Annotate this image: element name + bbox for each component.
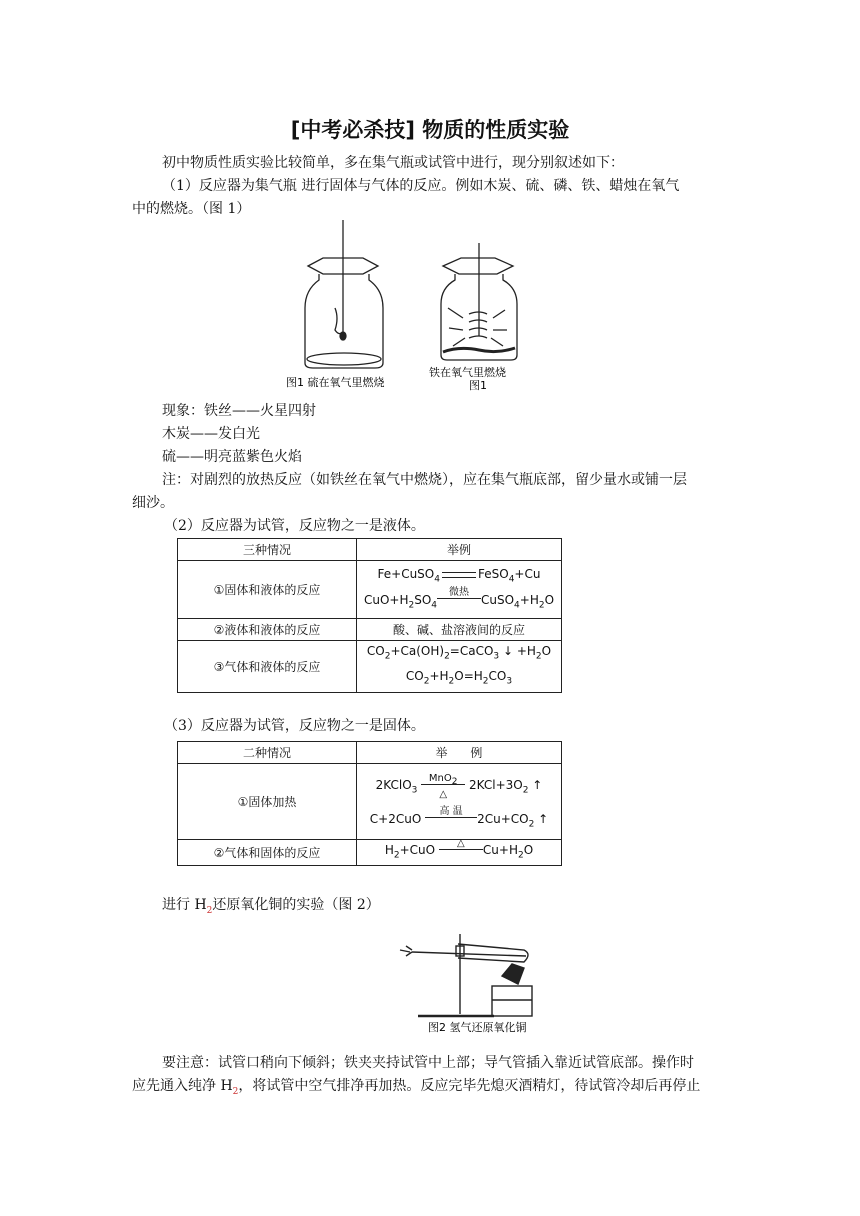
- caution-line-2: 应先通入纯净 $H_2$，将试管中空气排净再加热。反应完毕先熄灭酒精灯，待试管冷却后再停止: [132, 1078, 701, 1097]
- figure2: [398, 928, 548, 1034]
- table1-row3-examples: [357, 641, 562, 693]
- gas-jar-illustration: [283, 218, 528, 393]
- figure1-right-caption: 铁在氧气里燃烧: [429, 366, 506, 379]
- caution-line-1: 要注意：试管口稍向下倾斜；铁夹夹持试管中上部；导气管插入靠近试管底部。操作时: [162, 1055, 694, 1071]
- table1-row1-examples: [357, 561, 562, 619]
- equation-c-cuo: C+2CuO 高 温 $2Cu+CO_2$ ↑: [369, 806, 549, 829]
- section2-heading: （2）反应器为试管，反应物之一是液体。: [164, 518, 425, 534]
- table1-row2-case: ②液体和液体的反应: [178, 619, 357, 641]
- equation-h2-cuo: $H_2+CuO$ △ $Cu+H_2O$: [384, 837, 534, 861]
- table1-row3-case: ③气体和液体的反应: [178, 641, 357, 693]
- figure2-caption: 图2 氢气还原氧化铜: [428, 1021, 527, 1034]
- equation-cuo-h2so4: $CuO+H_2SO_4$ 微热 $CuSO_4+H_2O$: [363, 587, 555, 610]
- solid-reaction-table: [177, 741, 562, 866]
- section1-line2: 中的燃烧。（图 1）: [132, 201, 251, 217]
- phenomenon-line-3: 硫——明亮蓝紫色火焰: [162, 449, 302, 465]
- table2-row1-case: ①固体加热: [178, 764, 357, 840]
- section1-line1: （1）反应器为集气瓶 进行固体与气体的反应。例如木炭、硫、磷、铁、蜡烛在氧气: [162, 178, 680, 194]
- table1-row2-example: 酸、碱、盐溶液间的反应: [357, 619, 562, 641]
- table1-header-cases: 三种情况: [178, 539, 357, 561]
- table2-header-cases: 二种情况: [178, 742, 357, 764]
- phenomenon-line-2: 木炭——发白光: [162, 426, 260, 442]
- equation-fe-cuso4: Fe+CuSO$_4$ FeSO$_4$+Cu: [377, 567, 541, 585]
- intro-paragraph: 初中物质性质实验比较简单，多在集气瓶或试管中进行，现分别叙述如下：: [162, 155, 624, 171]
- equation-co2-caoh2: $CO_2+Ca(OH)_2=CaCO_3$ ↓ $+H_2O$: [366, 644, 552, 662]
- h2-reduction-apparatus: [398, 928, 548, 1034]
- figure1-right-caption-number: 图1: [469, 379, 487, 392]
- liquid-reaction-table: [177, 538, 562, 693]
- figure1: [283, 218, 528, 393]
- section3-heading: （3）反应器为试管，反应物之一是固体。: [164, 718, 425, 734]
- note-line-1: 注：对剧烈的放热反应（如铁丝在氧气中燃烧），应在集气瓶底部，留少量水或铺一层: [162, 472, 687, 488]
- table2-row1-examples: [357, 764, 562, 840]
- phenomenon-line-1: 现象：铁丝——火星四射: [162, 403, 316, 419]
- page-title: [中考必杀技] 物质的性质实验: [290, 118, 570, 142]
- equation-kclo3: 2KClO$_3$ MnO$_2$ △ $2KCl+3O_2$ ↑: [375, 772, 543, 800]
- table1-row1-case: ①固体和液体的反应: [178, 561, 357, 619]
- equation-co2-h2o: $CO_2+H_2O=H_2CO_3$: [405, 669, 513, 687]
- table1-header-examples: 举例: [357, 539, 562, 561]
- table2-row2-case: ②气体和固体的反应: [178, 840, 357, 866]
- note-line-2: 细沙。: [132, 495, 174, 511]
- figure1-left-caption: 图1 硫在氧气里燃烧: [286, 376, 385, 389]
- table2-header-examples: 举 例: [357, 742, 562, 764]
- h2-experiment-line: 进行 $H_2$还原氧化铜的实验（图 2）: [162, 897, 380, 916]
- table2-row2-example: [357, 837, 562, 866]
